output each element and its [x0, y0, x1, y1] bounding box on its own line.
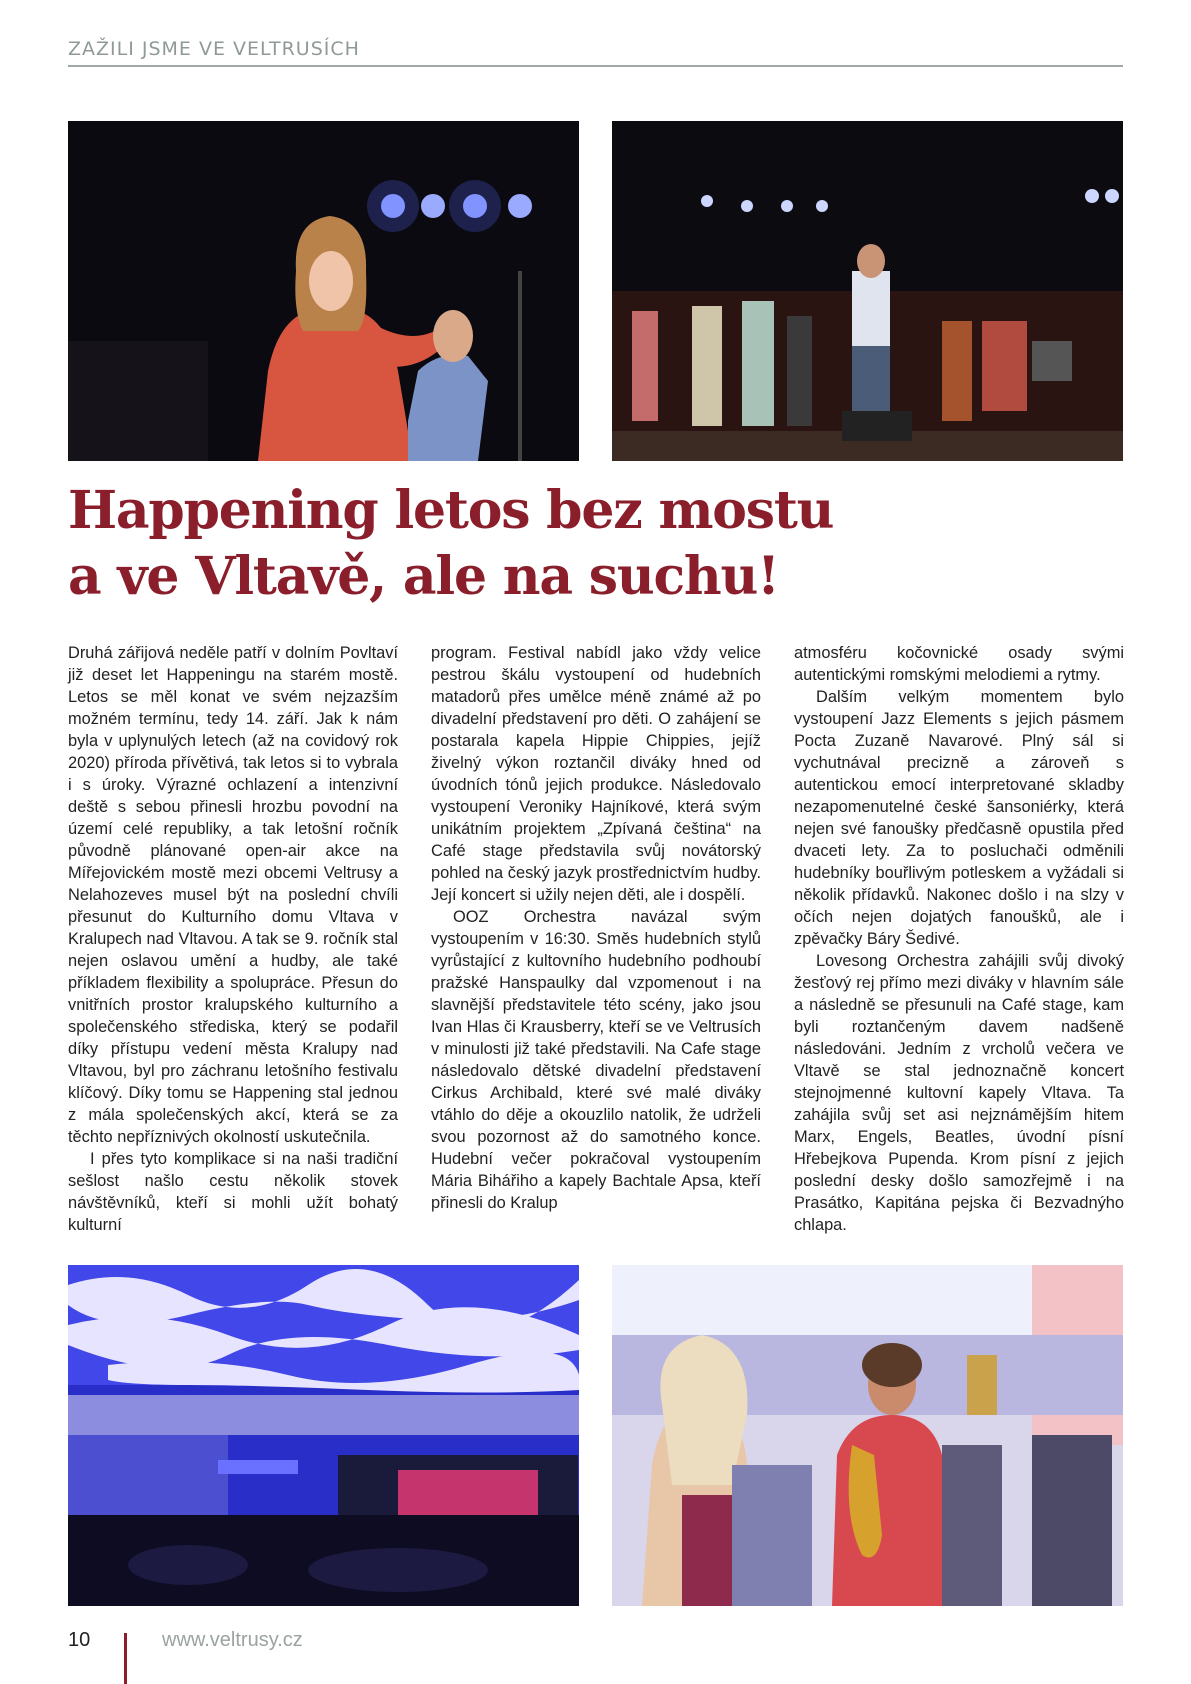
article-title — [68, 478, 1123, 610]
page-number: 10 — [68, 1629, 91, 1651]
paragraph: program. Festival nabídl jako vždy velice pestrou škálu vystoupení od hudebních matadorů přes umělce méně známé až po divadelní představení pro děti. O zahájení se postarala kapela Hippie Chippies, jejíž živelný výkon roztančil diváky hned od úvodních tónů jejich produkce. Následovalo vystoupení Veroniky Hajníkové, která svým unikátním projektem „Zpívaná čeština“ na Café stage představila svůj novátorský pohled na český jazyk prostřednictvím hudby. Její koncert si užily nejen děti, ale i dospělí. — [431, 644, 761, 904]
title-line-2: a ve Vltavě, ale na suchu! — [68, 546, 779, 607]
section-label: ZAŽILI JSME VE VELTRUSÍCH — [68, 38, 360, 60]
text-column-3 — [794, 642, 1124, 1236]
photo-band-on-stage — [612, 121, 1123, 461]
paragraph: I přes tyto komplikace si na naši tradiční sešlost našlo cestu několik stovek návštěvníků, kteří si mohli užít bohatý kulturní — [68, 1150, 398, 1234]
footer-website: www.veltrusy.cz — [162, 1629, 303, 1651]
paragraph: Lovesong Orchestra zahájili svůj divoký žesťový rej přímo mezi diváky v hlavním sále a následně se přesunuli na Café stage, kam byli roztančeným davem nadšeně následováni. Jedním z vrcholů večera ve Vltavě se stal jednoznačně koncert stejnojmenné kultovní kapely Vltava. Ta zahájila svůj set asi nejznámějším hitem Marx, Engels, Beatles, úvodní písní Hřebejkova Pupenda. Krom písní z jejich poslední desky došlo samozřejmě i na Prasátko, Kapitána pejska či Bezvadnýho chlapa. — [794, 952, 1124, 1234]
photo-concert-hall — [68, 1265, 579, 1606]
paragraph: OOZ Orchestra navázal svým vystoupením v 16:30. Směs hudebních stylů vyrůstající z kultovního hudebního podhoubí pražské Hanspaulky dal vzpomenout i na slavnější představitele této scény, jako jsou Ivan Hlas či Krausberry, kteří se ve Veltrusích v minulosti již také představili. Na Cafe stage následovalo dětské divadelní představení Cirkus Archibald, které své malé diváky vtáhlo do děje a okouzlilo natolik, že udrželi svou pozornost až do samotného konce. Hudební večer pokračoval vystoupením Mária Bihářiho a kapely Bachtale Apsa, kteří přinesli do Kralup — [431, 908, 761, 1212]
photo-saxophone-player — [612, 1265, 1123, 1606]
title-line-1: Happening letos bez mostu — [68, 480, 834, 541]
paragraph: Druhá zářijová neděle patří v dolním Povltaví již deset let Happeningu na starém mostě. Letos se měl konat ve svém nejzazším možném termínu, tedy 14. září. Jak k nám byla v uplynulých letech (až na covidový rok 2020) příroda přívětivá, tak letos si to vybrala i s úroky. Výrazné ochlazení a intenzivní deště s sebou přinesli hrozbu povodní na území celé republiky, a tak letošní ročník původně plánované open-air akce na Mířejovickém mostě mezi obcemi Veltrusy a Nelahozeves musel být na poslední chvíli přesunut do Kulturního domu Vltava v Kralupech nad Vltavou. A tak se 9. ročník stal nejen oslavou umění a hudby, ale také příkladem flexibility a spolupráce. Přesun do vnitřních prostor kralupského kulturního a společenského střediska, který se podařil díky přístupu vedení města Kralupy nad Vltavou, byl pro záchranu letošního festivalu klíčový. Díky tomu se Happening stal jednou z mála společenských akcí, která se za těchto nepříznivých okolností uskutečnila. — [68, 644, 398, 1146]
header-rule — [68, 65, 1123, 67]
paragraph: Dalším velkým momentem bylo vystoupení Jazz Elements s jejich pásmem Pocta Zuzaně Navarové. Plný sál si vychutnával precizně a zároveň s autentickou emocí interpretované skladby nezapomenutelné české šansoniérky, která nejen své fanoušky předčasně opustila před dvaceti lety. Za to posluchači odměnili hudebníky bouřlivým potleskem a vyžádali si několik přídavků. Nakonec došlo i na slzy v očích nejen dojatých fanoušků, ale i zpěvačky Báry Šedivé. — [794, 688, 1124, 948]
text-column-1 — [68, 642, 398, 1236]
text-column-2 — [431, 642, 761, 1214]
photo-singer-on-stage — [68, 121, 579, 461]
paragraph: atmosféru kočovnické osady svými autentickými romskými melodiemi a rytmy. — [794, 644, 1124, 684]
footer-divider — [124, 1633, 127, 1684]
